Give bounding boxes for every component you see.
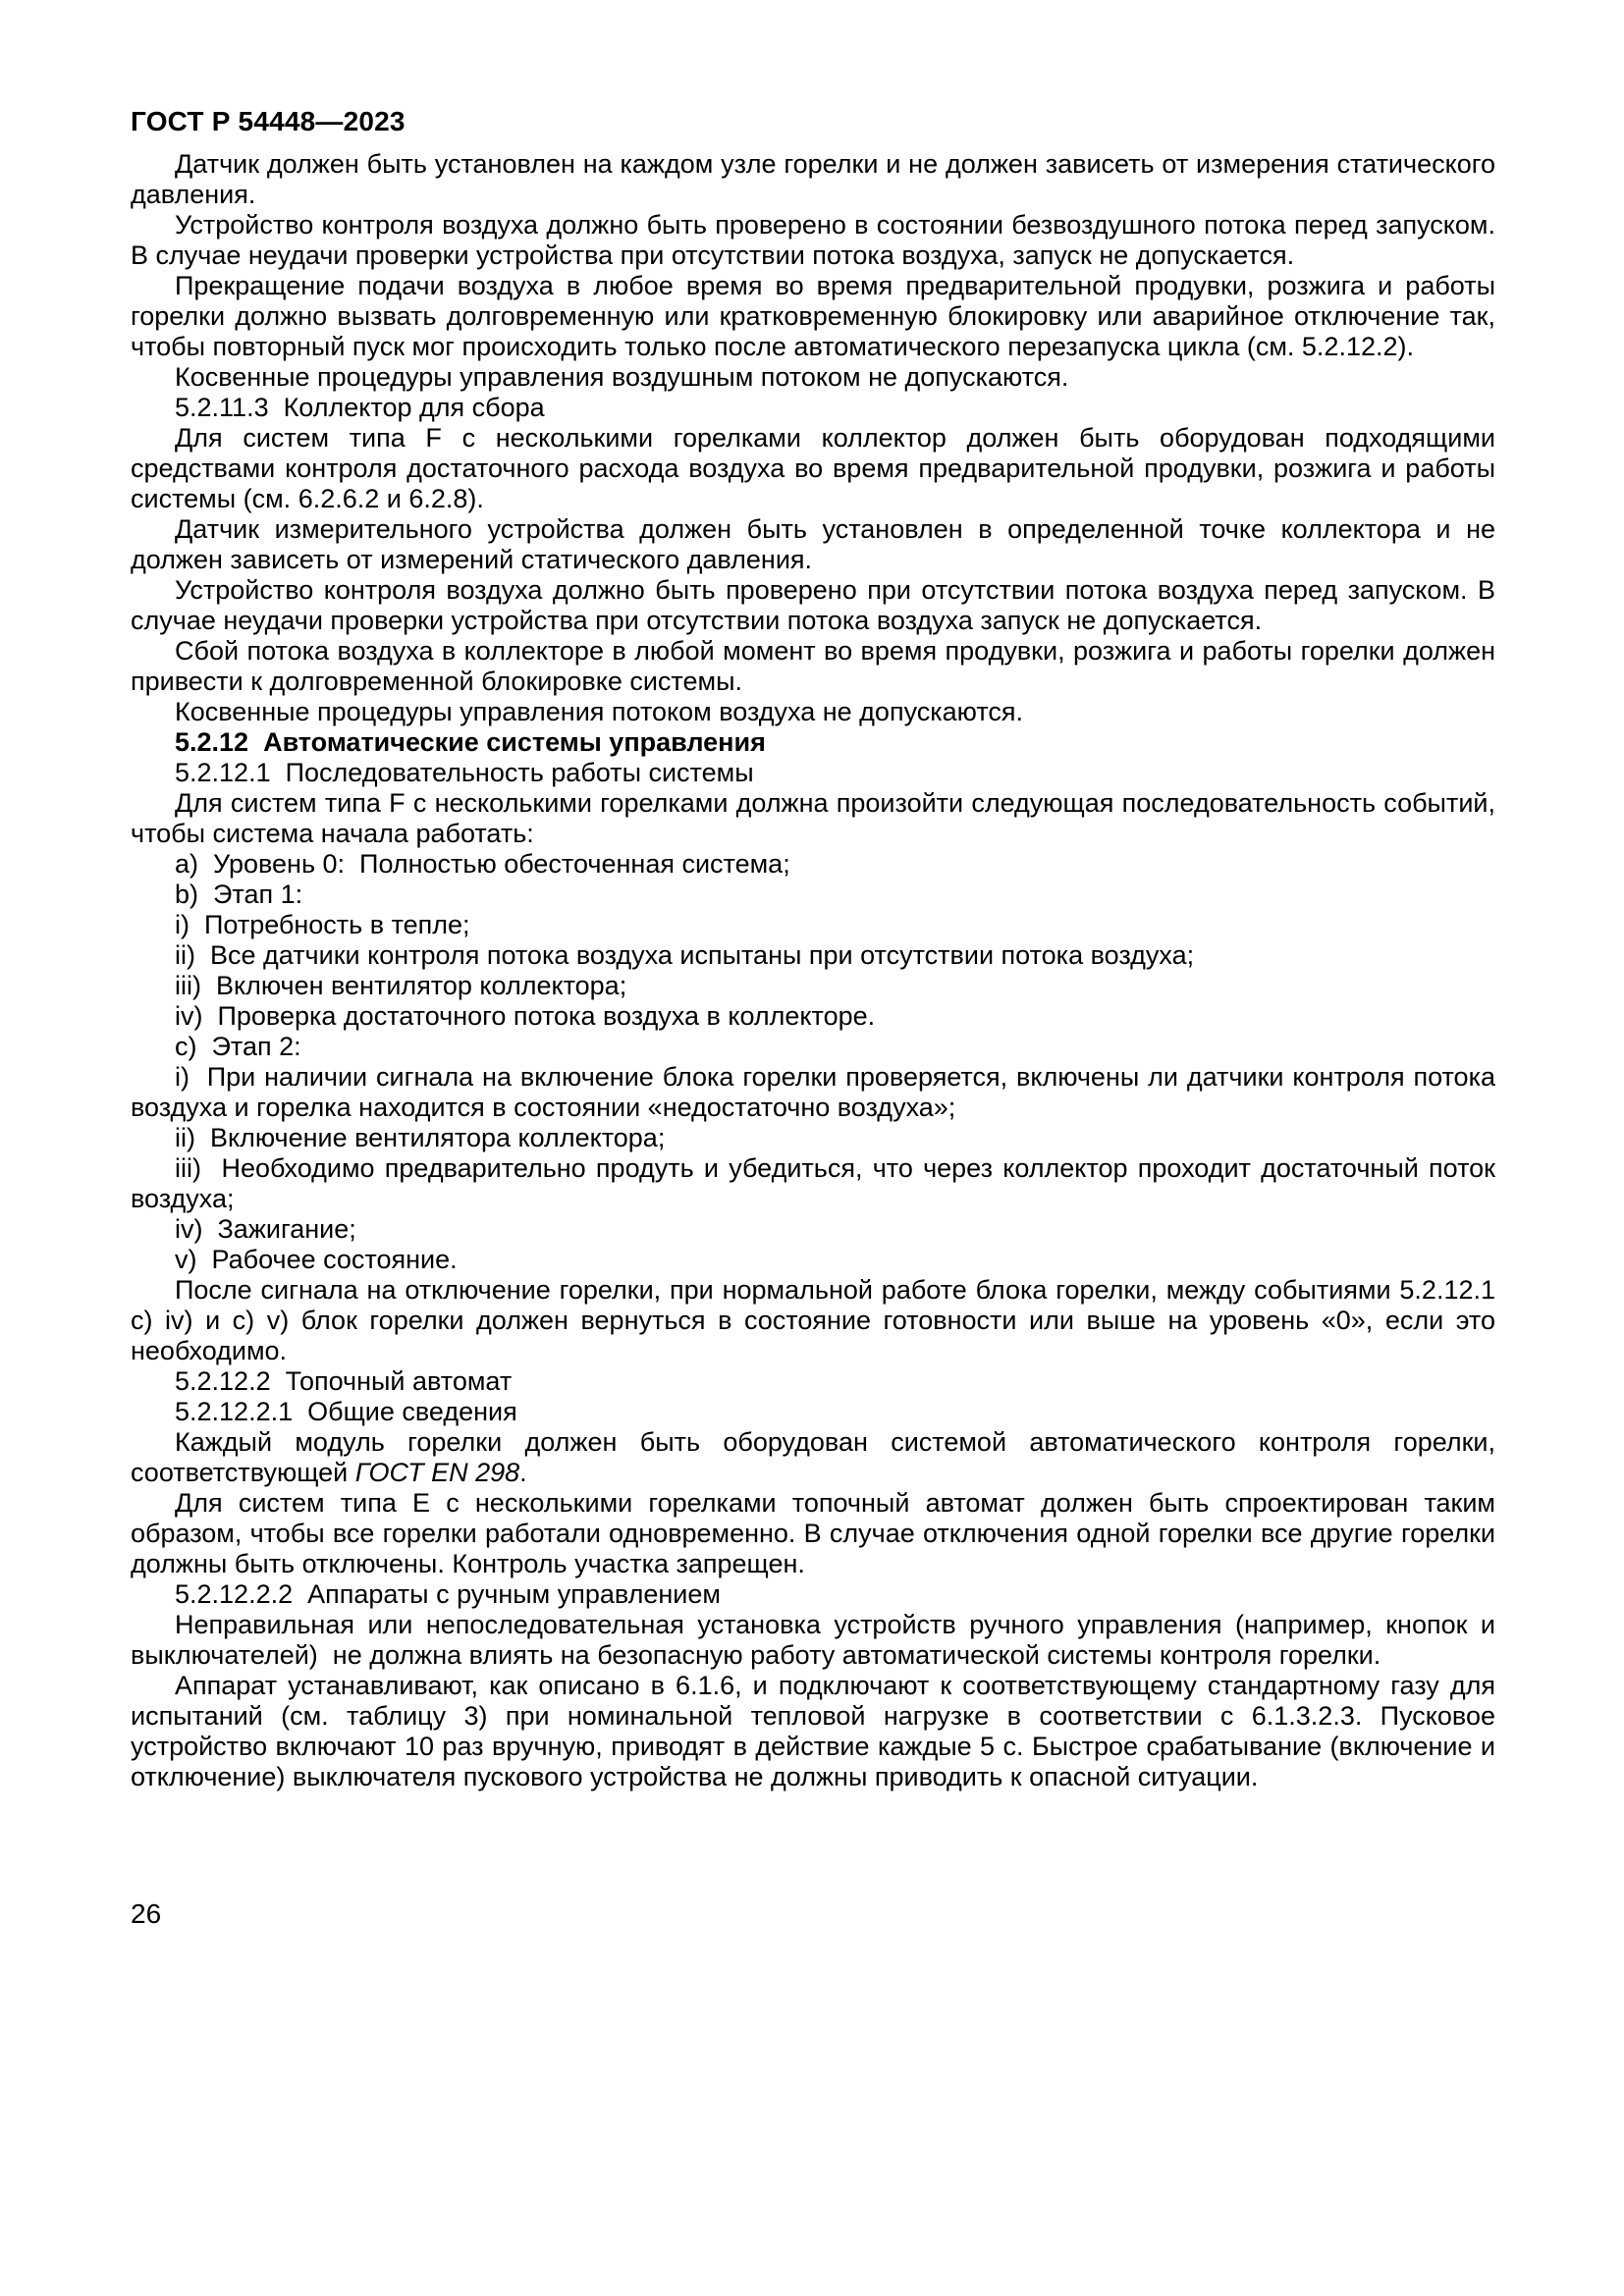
list-item: i) Потребность в тепле;	[175, 910, 470, 939]
section-heading-5-2-12-2: 5.2.12.2 Топочный автомат	[175, 1366, 513, 1396]
paragraph: Неправильная или непоследовательная установка устройств ручного управления (например, кнопок и выключателей) не должна влиять на безопасную работу автоматической системы контроля горелки.	[131, 1610, 1495, 1670]
section-heading-5-2-12: 5.2.12 Автоматические системы управления	[175, 727, 766, 757]
paragraph-text: Каждый модуль горелки должен быть оборудован системой автоматического контроля горелки, соответствующей	[131, 1427, 1495, 1487]
document-header: ГОСТ Р 54448—2023	[131, 106, 406, 136]
paragraph: После сигнала на отключение горелки, при нормальной работе блока горелки, между событиями 5.2.12.1 c) iv) и c) v) блок горелки должен вернуться в состояние готовности или выше на уровень «0», если это необходимо.	[131, 1275, 1495, 1365]
list-item: v) Рабочее состояние.	[175, 1245, 458, 1274]
section-heading-5-2-12-2-1: 5.2.12.2.1 Общие сведения	[175, 1397, 517, 1426]
list-item: iv) Проверка достаточного потока воздуха в коллекторе.	[175, 1001, 876, 1031]
list-item: i) При наличии сигнала на включение блока горелки проверяется, включены ли датчики контроля потока воздуха и горелка находится в состоянии «недостаточно воздуха»;	[131, 1062, 1495, 1122]
list-item: ii) Включение вентилятора коллектора;	[175, 1123, 666, 1152]
paragraph	[131, 1427, 1495, 1488]
paragraph: Прекращение подачи воздуха в любое время во время предварительной продувки, розжига и работы горелки должно вызвать долговременную или кратковременную блокировку или аварийное отключение так, чтобы повторный пуск мог происходить только после автоматического перезапуска цикла (см. 5.2.12.2).	[131, 271, 1495, 361]
paragraph: Датчик должен быть установлен на каждом узле горелки и не должен зависеть от измерения статического давления.	[131, 149, 1495, 209]
paragraph: Сбой потока воздуха в коллекторе в любой момент во время продувки, розжига и работы горелки должен привести к долговременной блокировке системы.	[131, 636, 1495, 696]
paragraph: Косвенные процедуры управления потоком воздуха не допускаются.	[175, 697, 1024, 726]
list-item: c) Этап 2:	[175, 1032, 301, 1061]
paragraph-text: .	[519, 1458, 527, 1487]
paragraph: Датчик измерительного устройства должен быть установлен в определенной точке коллектора и не должен зависеть от измерений статического давления.	[131, 514, 1495, 574]
list-item: a) Уровень 0: Полностью обесточенная система;	[175, 849, 790, 879]
list-item: iii) Необходимо предварительно продуть и убедиться, что через коллектор проходит достаточный поток воздуха;	[131, 1153, 1495, 1213]
section-heading-5-2-12-1: 5.2.12.1 Последовательность работы системы	[175, 758, 754, 787]
paragraph: Для систем типа F с несколькими горелками должна произойти следующая последовательность событий, чтобы система начала работать:	[131, 788, 1495, 848]
paragraph: Косвенные процедуры управления воздушным потоком не допускаются.	[175, 362, 1069, 392]
paragraph: Устройство контроля воздуха должно быть проверено в состоянии безвоздушного потока перед запуском. В случае неудачи проверки устройства при отсутствии потока воздуха, запуск не допускается.	[131, 210, 1495, 270]
section-heading-5-2-12-2-2: 5.2.12.2.2 Аппараты с ручным управлением	[175, 1579, 721, 1609]
paragraph: Для систем типа F с несколькими горелками коллектор должен быть оборудован подходящими средствами контроля достаточного расхода воздуха во время предварительной продувки, розжига и работы системы (см. 6.2.6.2 и 6.2.8).	[131, 423, 1495, 513]
standard-reference: ГОСТ EN 298	[354, 1458, 520, 1487]
list-item: ii) Все датчики контроля потока воздуха испытаны при отсутствии потока воздуха;	[175, 940, 1195, 970]
document-body	[131, 149, 1495, 1792]
page-number: 26	[131, 1898, 162, 1929]
section-heading-5-2-11-3: 5.2.11.3 Коллектор для сбора	[175, 393, 545, 422]
list-item: b) Этап 1:	[175, 880, 303, 909]
list-item: iii) Включен вентилятор коллектора;	[175, 971, 627, 1000]
paragraph: Для систем типа E с несколькими горелками топочный автомат должен быть спроектирован таким образом, чтобы все горелки работали одновременно. В случае отключения одной горелки все другие горелки должны быть отключены. Контроль участка запрещен.	[131, 1488, 1495, 1578]
paragraph: Аппарат устанавливают, как описано в 6.1.6, и подключают к соответствующему стандартному газу для испытаний (см. таблицу 3) при номинальной тепловой нагрузке в соответствии с 6.1.3.2.3. Пусковое устройство включают 10 раз вручную, приводят в действие каждые 5 с. Быстрое срабатывание (включение и отключение) выключателя пускового устройства не должны приводить к опасной ситуации.	[131, 1671, 1495, 1791]
list-item: iv) Зажигание;	[175, 1214, 356, 1244]
paragraph: Устройство контроля воздуха должно быть проверено при отсутствии потока воздуха перед запуском. В случае неудачи проверки устройства при отсутствии потока воздуха запуск не допускается.	[131, 575, 1495, 635]
